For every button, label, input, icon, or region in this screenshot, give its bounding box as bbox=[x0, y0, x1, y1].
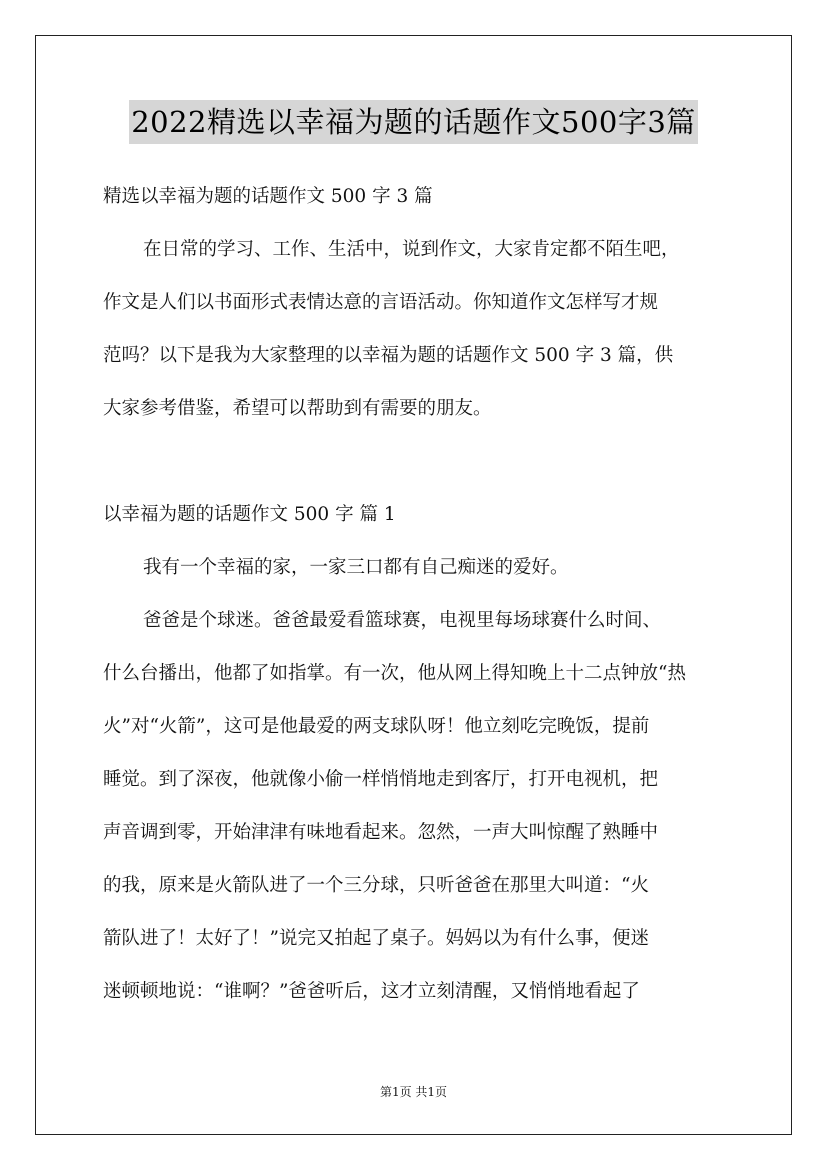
text-line: 声音调到零，开始津津有味地看起来。忽然，一声大叫惊醒了熟睡中 bbox=[103, 822, 659, 843]
text-line: 以幸福为题的话题作文 500 字 篇 1 bbox=[103, 504, 396, 525]
text-line: 的我，原来是火箭队进了一个三分球，只听爸爸在那里大叫道：“火 bbox=[103, 875, 649, 896]
text-line: 范吗？以下是我为大家整理的以幸福为题的话题作文 500 字 3 篇，供 bbox=[103, 345, 674, 366]
page-footer: 第1页 共1页 bbox=[379, 1085, 448, 1099]
document-body bbox=[103, 170, 733, 1018]
text-line: 什么台播出，他都了如指掌。有一次，他从网上得知晚上十二点钟放“热 bbox=[103, 663, 686, 684]
title-container bbox=[0, 100, 827, 144]
text-line: 我有一个幸福的家，一家三口都有自己痴迷的爱好。 bbox=[143, 557, 569, 578]
text-line: 箭队进了！太好了！”说完又拍起了桌子。妈妈以为有什么事，便迷 bbox=[103, 928, 649, 949]
text-line: 大家参考借鉴，希望可以帮助到有需要的朋友。 bbox=[103, 398, 492, 419]
text-line: 火”对“火箭”，这可是他最爱的两支球队呀！他立刻吃完晚饭，提前 bbox=[103, 716, 650, 737]
blank-line bbox=[103, 435, 733, 488]
text-line: 爸爸是个球迷。爸爸最爱看篮球赛，电视里每场球赛什么时间、 bbox=[143, 610, 662, 631]
text-line: 迷顿顿地说：“谁啊？”爸爸听后，这才立刻清醒，又悄悄地看起了 bbox=[103, 981, 640, 1002]
text-line: 精选以幸福为题的话题作文 500 字 3 篇 bbox=[103, 186, 433, 207]
document-title: 2022精选以幸福为题的话题作文500字3篇 bbox=[129, 100, 698, 144]
text-line: 作文是人们以书面形式表情达意的言语活动。你知道作文怎样写才规 bbox=[103, 292, 659, 313]
text-line: 睡觉。到了深夜，他就像小偷一样悄悄地走到客厅，打开电视机，把 bbox=[103, 769, 659, 790]
text-line: 在日常的学习、工作、生活中，说到作文，大家肯定都不陌生吧， bbox=[143, 239, 680, 260]
